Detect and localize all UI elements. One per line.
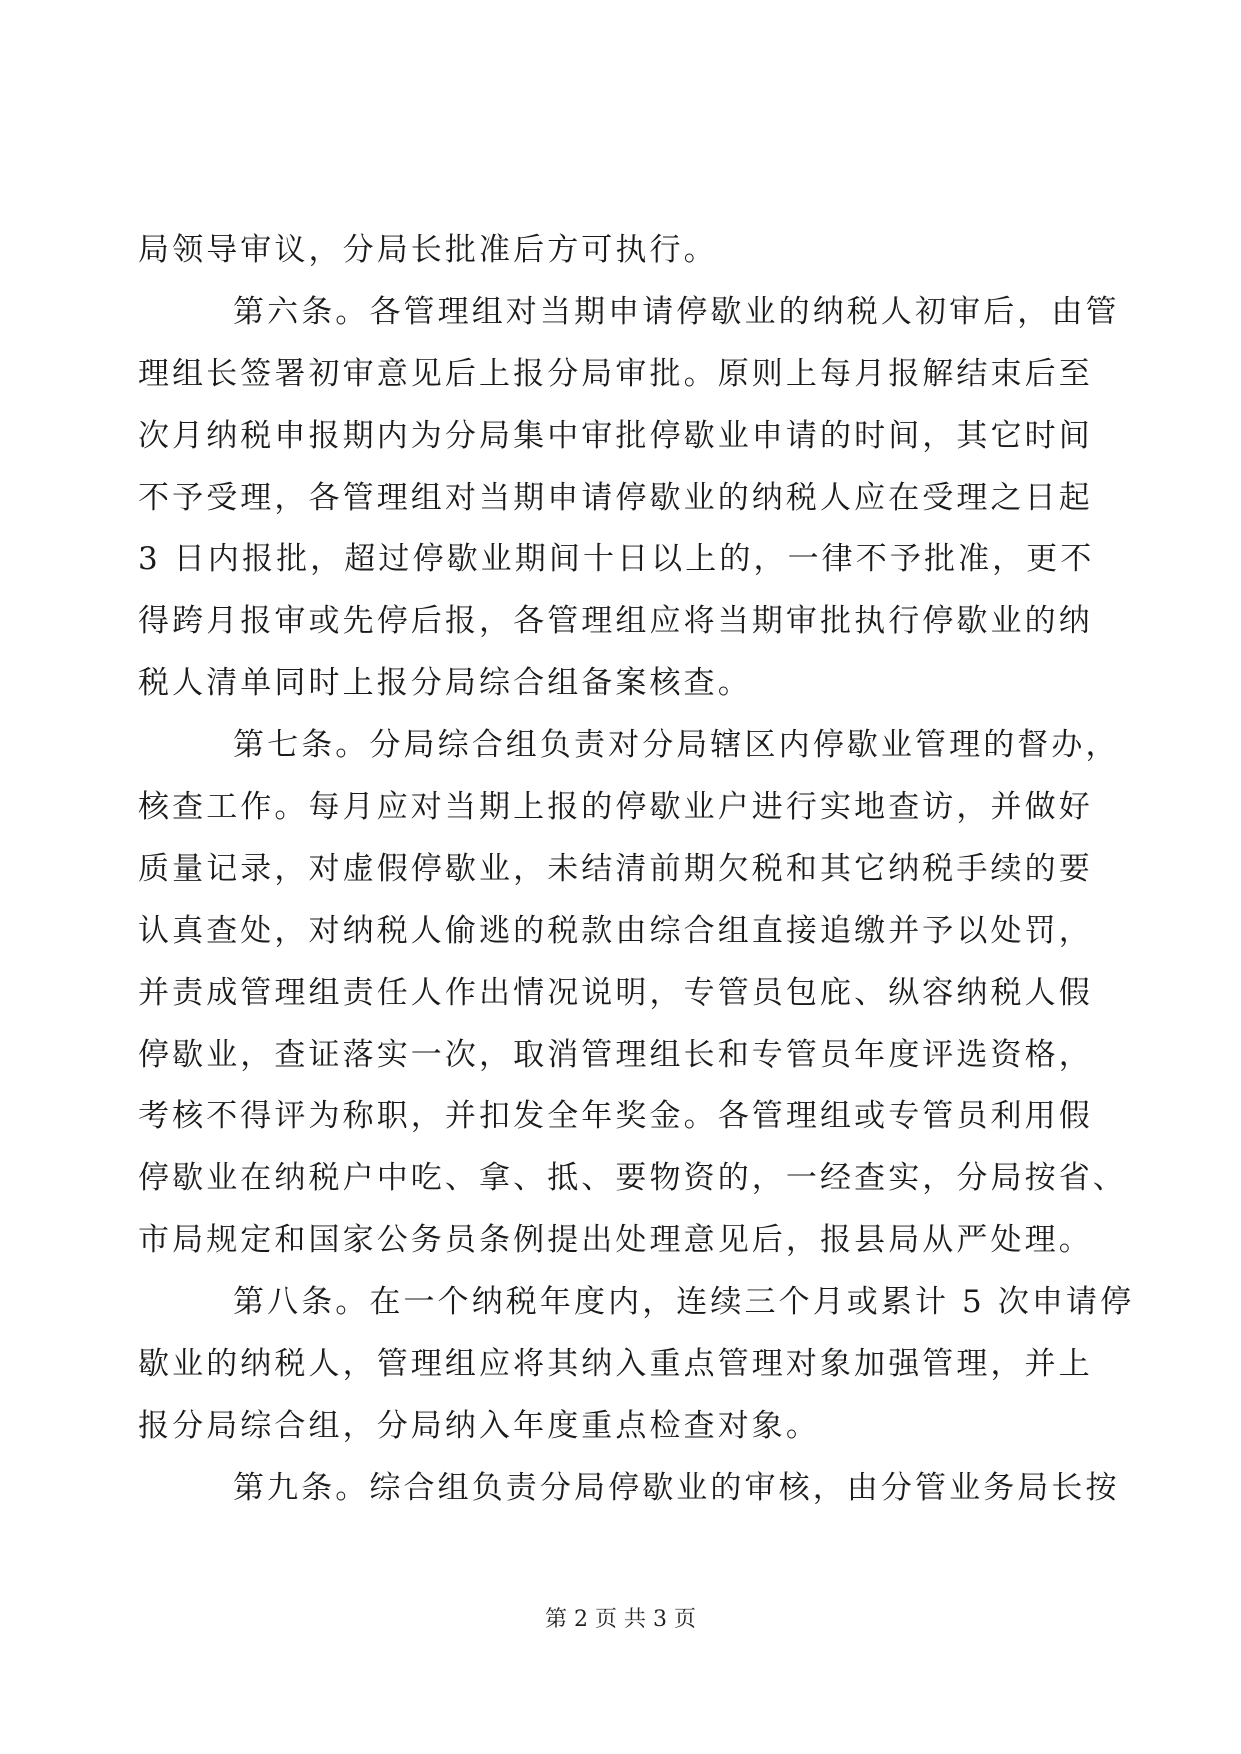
text-line: 3 日内报批，超过停歇业期间十日以上的，一律不予批准，更不 (138, 541, 1095, 578)
text-line: 局领导审议，分局长批准后方可执行。 (138, 232, 718, 268)
article-7-heading-line: 第七条。分局综合组负责对分局辖区内停歇业管理的督办， (233, 727, 1120, 764)
text-line: 报分局综合组，分局纳入年度重点检查对象。 (138, 1407, 820, 1444)
text-line: 不予受理，各管理组对当期申请停歇业的纳税人应在受理之日起 (138, 479, 1093, 516)
text-line: 次月纳税申报期内为分局集中审批停歇业申请的时间，其它时间 (138, 417, 1093, 454)
text-line: 认真查处，对纳税人偷逃的税款由综合组直接追缴并予以处罚， (138, 912, 1093, 949)
text-line: 停歇业，查证落实一次，取消管理组长和专管员年度评选资格， (138, 1036, 1093, 1073)
text-line: 停歇业在纳税户中吃、拿、抵、要物资的，一经查实，分局按省、 (138, 1160, 1127, 1197)
text-line: 市局规定和国家公务员条例提出处理意见后，报县局从严处理。 (138, 1222, 1093, 1259)
text-line: 歇业的纳税人，管理组应将其纳入重点管理对象加强管理，并上 (138, 1346, 1093, 1383)
text-line: 并责成管理组责任人作出情况说明，专管员包庇、纵容纳税人假 (138, 974, 1093, 1011)
page-number-label: 第 2 页 共 3 页 (545, 1607, 696, 1632)
text-line: 税人清单同时上报分局综合组备案核查。 (138, 665, 752, 702)
article-8-heading-line: 第八条。在一个纳税年度内，连续三个月或累计 5 次申请停 (233, 1284, 1135, 1321)
text-line: 得跨月报审或先停后报，各管理组应将当期审批执行停歇业的纳 (138, 603, 1093, 640)
document-body (138, 228, 1135, 1528)
article-6-heading-line: 第六条。各管理组对当期申请停歇业的纳税人初审后，由管 (233, 293, 1120, 330)
text-line: 考核不得评为称职，并扣发全年奖金。各管理组或专管员利用假 (138, 1098, 1093, 1135)
text-line: 质量记录，对虚假停歇业，未结清前期欠税和其它纳税手续的要 (138, 850, 1093, 887)
text-line: 核查工作。每月应对当期上报的停歇业户进行实地查访，并做好 (138, 789, 1093, 826)
text-line: 理组长签署初审意见后上报分局审批。原则上每月报解结束后至 (138, 355, 1093, 392)
page-footer (0, 1606, 1241, 1634)
article-9-heading-line: 第九条。综合组负责分局停歇业的审核，由分管业务局长按 (233, 1469, 1120, 1506)
